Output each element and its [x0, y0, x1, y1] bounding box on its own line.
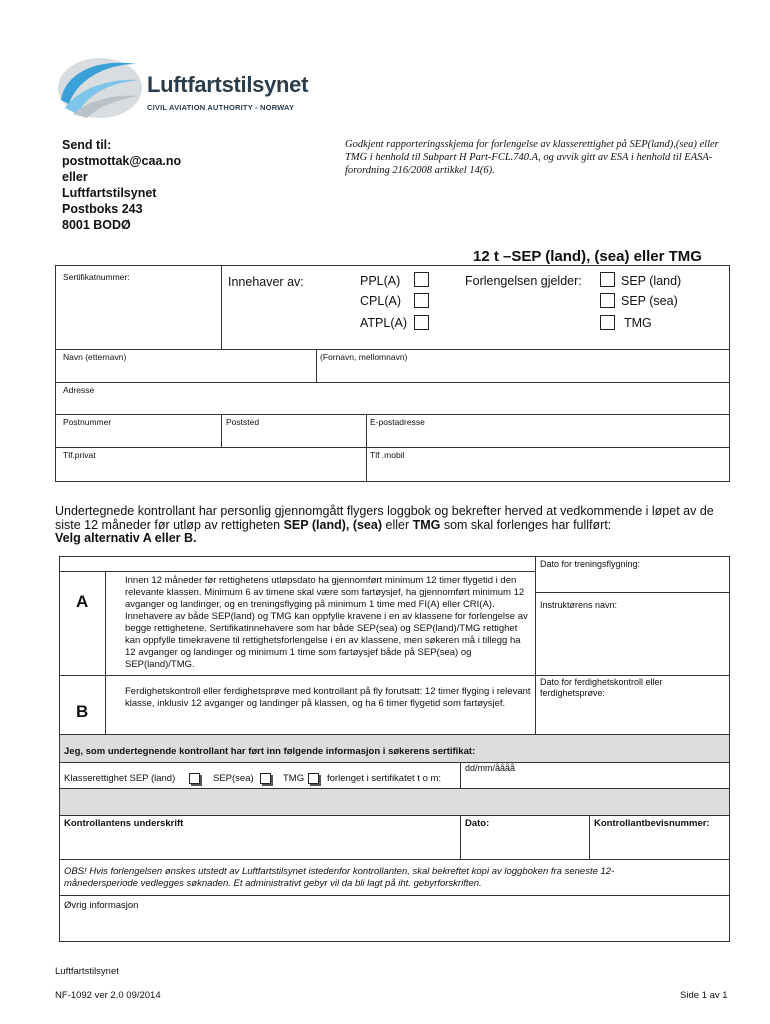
alternative-b-letter: B — [76, 702, 89, 721]
extension-label: Forlengelsen gjelder: — [465, 274, 582, 288]
intro-text: Undertegnede kontrollant har personlig gjennomgått flygers loggbok og bekrefter herved at vedkommende i løpet av de siste 12 måneder før utløp av rettigheten — [55, 504, 714, 532]
postal-number-label: Postnummer — [63, 417, 112, 427]
extension-sep-land-checkbox[interactable] — [600, 272, 615, 287]
form-title: 12 t –SEP (land), (sea) eller TMG — [473, 248, 702, 265]
extension-sep-sea-checkbox[interactable] — [600, 293, 615, 308]
gray-band — [60, 789, 729, 815]
send-to-line: eller — [62, 170, 88, 184]
extended-until-label: forlenget i sertifikatet t o m: — [327, 773, 442, 784]
email-label: E-postadresse — [370, 417, 425, 427]
holder-label: Innehaver av: — [228, 275, 304, 289]
entry-sep-land-checkbox[interactable] — [189, 773, 200, 784]
surname-label: Navn (etternavn) — [63, 352, 127, 362]
date-format-hint: dd/mm/åååå — [465, 763, 516, 773]
training-date-label: Dato for treningsflygning: — [540, 559, 641, 569]
license-atpl-checkbox[interactable] — [414, 315, 429, 330]
obs-note: OBS! Hvis forlengelsen ønskes utstedt av Luftfartstilsynet istedenfor kontrollanten, skal bekreftet kopi av loggboken fra seneste 12-månedersperiode vedlegges søknaden. Et administrativt gebyr vil da bli lagt på iht. gebyrforskriften. — [64, 866, 615, 889]
license-ppl-checkbox[interactable] — [414, 272, 429, 287]
intro-paragraph — [55, 505, 730, 546]
entry-sep-sea-checkbox[interactable] — [260, 773, 271, 784]
class-sep-land-label: Klasserettighet SEP (land) — [64, 773, 176, 784]
phone-private-label: Tlf.privat — [63, 450, 96, 460]
class-tmg-label: TMG — [283, 773, 305, 784]
firstname-label: (Fornavn, mellomnavn) — [320, 352, 408, 362]
entry-header: Jeg, som undertegnende kontrollant har ført inn følgende informasjon i søkerens sertifikat: — [64, 746, 476, 757]
alternative-a-text: Innen 12 måneder før rettighetens utløpsdato ha gjennomført minimum 12 timer flygetid i den relevante klassen. Minimum 6 av timene skal være som fartøysjef, ha gjennomført minimum 12 avganger og landinger, og en treningsflyging på minimum 1 time med FI(A) eller CRI(A). Innehavere av både SEP(land) og TMG kan oppfylle kravene i en av klassene for forlengelse av begge rettighetene. Sertifikatinnehavere som har både SEP(sea) og SEP(land)/TMG rettighet kan oppfylle timekravene til rettighetsforlengelse i en av klassene, men søkeren må i tillegg ha 12 avganger og landinger og minimum 1 time som fartøysjef både på SEP(sea) og SEP(land)/TMG. — [125, 575, 528, 670]
instructor-label: Instruktørens navn: — [540, 600, 618, 610]
cert-number-label: Sertifikatnummer: — [63, 272, 130, 282]
license-cpl-checkbox[interactable] — [414, 293, 429, 308]
footer-page: Side 1 av 1 — [680, 990, 728, 1001]
other-info-label: Øvrig informasjon — [64, 900, 139, 911]
class-sep-sea-label: SEP(sea) — [213, 773, 254, 784]
license-cpl-label: CPL(A) — [360, 294, 401, 308]
footer-org: Luftfartstilsynet — [55, 966, 119, 977]
extension-tmg-label: TMG — [624, 316, 652, 330]
extension-sep-land-label: SEP (land) — [621, 274, 682, 288]
license-atpl-label: ATPL(A) — [360, 316, 407, 330]
intro-text: som skal forlenges har fullført: — [440, 517, 612, 532]
postal-place-label: Poststed — [226, 417, 260, 427]
intro-sep: SEP (land), (sea) — [283, 517, 383, 532]
send-to-line: 8001 BODØ — [62, 218, 131, 232]
footer-form-id: NF-1092 ver 2.0 09/2014 — [55, 990, 161, 1001]
alternative-a-letter: A — [76, 592, 89, 611]
approval-text: Godkjent rapporteringsskjema for forlengelse av klasserettighet på SEP(land),(sea) eller TMG i henhold til Subpart H Part-FCL.740.A, og avvik gitt av ESA i henhold til EASA-forordning 216/2008 artikkel 14(6). — [345, 139, 719, 176]
check-date-label: Dato for ferdighetskontroll eller ferdighetsprøve: — [540, 677, 663, 698]
signature-date-label: Dato: — [465, 818, 490, 829]
choose-alternative: Velg alternativ A eller B. — [55, 531, 197, 545]
entry-tmg-checkbox[interactable] — [308, 773, 319, 784]
intro-tmg: TMG — [412, 517, 441, 532]
send-to-address — [62, 137, 181, 233]
intro-text: eller — [382, 517, 413, 532]
extension-tmg-checkbox[interactable] — [600, 315, 615, 330]
logo-name: Luftfartstilsynet — [147, 72, 309, 97]
controller-cert-label: Kontrollantbevisnummer: — [594, 818, 710, 829]
send-to-line: Postboks 243 — [62, 202, 143, 216]
send-to-line: Send til: — [62, 138, 112, 152]
license-ppl-label: PPL(A) — [360, 274, 401, 288]
signature-label: Kontrollantens underskrift — [64, 818, 184, 829]
address-label: Adresse — [63, 385, 95, 395]
send-to-line: postmottak@caa.no — [62, 154, 182, 168]
send-to-line: Luftfartstilsynet — [62, 186, 157, 200]
alternative-b-text: Ferdighetskontroll eller ferdighetsprøve med kontrollant på fly forutsatt: 12 timer flyging i relevant klasse, inklusiv 12 avganger og landinger på klassen, og ha 6 timer flygetid som fartøysjef. — [125, 686, 531, 709]
logo-mark-icon — [55, 52, 145, 124]
extension-sep-sea-label: SEP (sea) — [621, 294, 678, 308]
logo-subtitle: CIVIL AVIATION AUTHORITY - NORWAY — [147, 103, 295, 112]
phone-mobile-label: Tlf .mobil — [370, 450, 405, 460]
